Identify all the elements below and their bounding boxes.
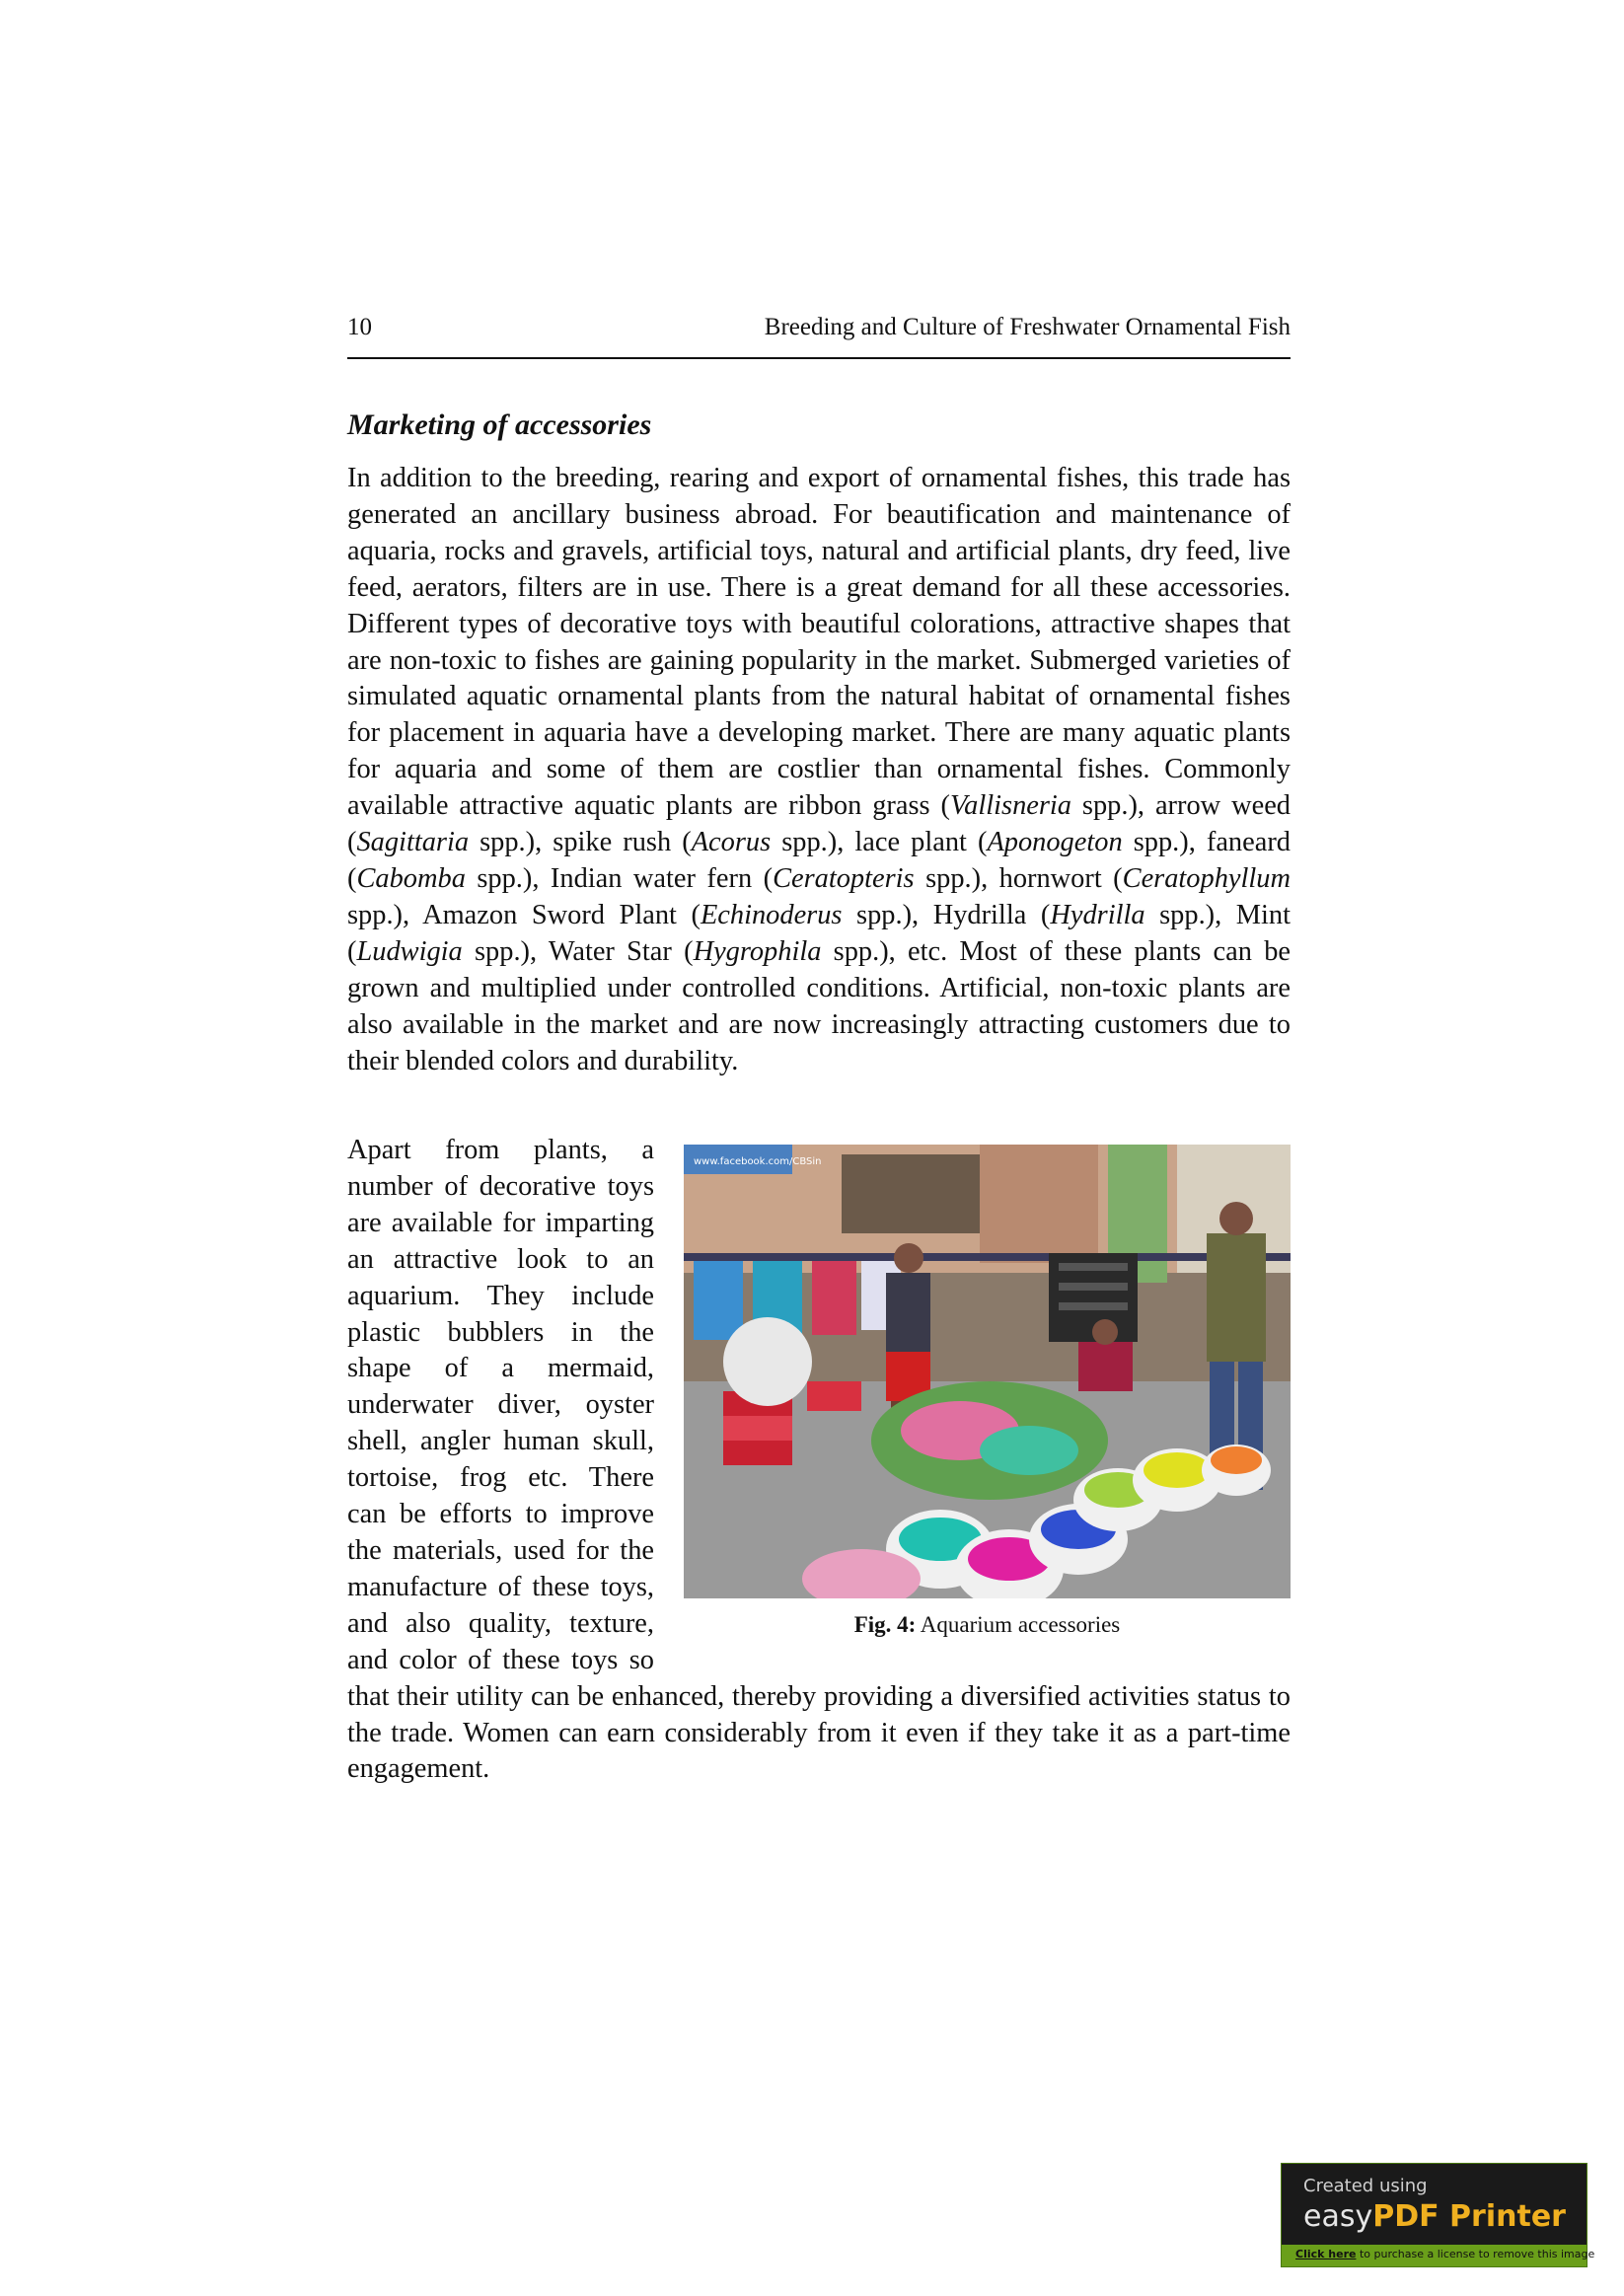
watermark-license-bar[interactable] (1282, 2245, 1595, 2266)
easypdf-watermark[interactable] (1281, 2163, 1595, 2267)
watermark-license-link[interactable]: Click here to purchase a license to remove this image (1295, 2248, 1595, 2260)
running-header (347, 308, 1291, 359)
book-title: Breeding and Culture of Freshwater Ornamental Fish (764, 314, 1291, 340)
watermark-created-using: Created using (1303, 2176, 1428, 2196)
figure-label: Fig. 4: (853, 1612, 917, 1637)
body-paragraph-toys: Apart from plants, a number of decorative toys are available for imparting an attractive look to an aquarium. They include plastic bubblers in the shape of a mermaid, underwater diver, oyster shell, angler human skull, tortoise, frog etc. There can be efforts to improve the materials, used for the manufacture of these toys, and also quality, texture, and color of these toys so that their utility can be enhanced, thereby providing a diversified activities status to the trade. Women can earn considerably from it even if they take it as a part-time engagement. (347, 1135, 1291, 1785)
section-heading: Marketing of accessories (347, 408, 652, 441)
page-number: 10 (347, 314, 372, 340)
body-paragraph-accessories: In addition to the breeding, rearing and export of ornamental fishes, this trade has generated an ancillary business abroad. For beautification and maintenance of aquaria, rocks and gravels, artificial toys, natural and artificial plants, dry feed, live feed, aerators, filters are in use. There is a great demand for all these accessories. Different types of decorative toys with beautiful colorations, attractive shapes that are non-toxic to fishes are gaining popularity in the market. Submerged varieties of simulated aquatic ornamental plants from the natural habitat of ornamental fishes for placement in aquaria have a developing market. There are many aquatic plants for aquaria and some of them are costlier than ornamental fishes. Commonly available attractive aquatic plants are ribbon grass (Vallisneria spp.), arrow weed (Sagittaria spp.), spike rush (Acorus spp.), lace plant (Aponogeton spp.), faneard (Cabomba spp.), Indian water fern (Ceratopteris spp.), hornwort (Ceratophyllum spp.), Amazon Sword Plant (Echinoderus spp.), Hydrilla (Hydrilla spp.), Mint (Ludwigia spp.), Water Star (Hygrophila spp.), etc. Most of these plants can be grown and multiplied under controlled conditions. Artificial, non-toxic plants are also available in the market and are now increasingly attracting customers due to their blended colors and durability. (347, 463, 1292, 1076)
text-with-figure (347, 1133, 1291, 1788)
figure-caption: Fig. 4: Aquarium accessories (853, 1612, 1121, 1637)
species-name: Ludwigia (356, 935, 463, 967)
species-name: Aponogeton (987, 827, 1123, 858)
species-name: Sagittaria (356, 827, 470, 858)
species-name: Vallisneria (949, 790, 1071, 822)
species-name: Cabomba (356, 862, 466, 894)
watermark-brand: easyPDF Printer (1303, 2199, 1566, 2234)
species-name: Hygrophila (693, 935, 822, 967)
figure-4 (684, 1145, 1291, 1640)
photo-banner-text: www.facebook.com/CBSin (694, 1156, 822, 1167)
species-name: Acorus (691, 827, 772, 858)
species-name: Echinoderus (700, 899, 843, 930)
market-stall-photo (684, 1145, 1291, 1598)
species-name: Ceratophyllum (1122, 862, 1291, 894)
species-name: Hydrilla (1050, 899, 1145, 930)
species-name: Ceratopteris (773, 862, 915, 894)
